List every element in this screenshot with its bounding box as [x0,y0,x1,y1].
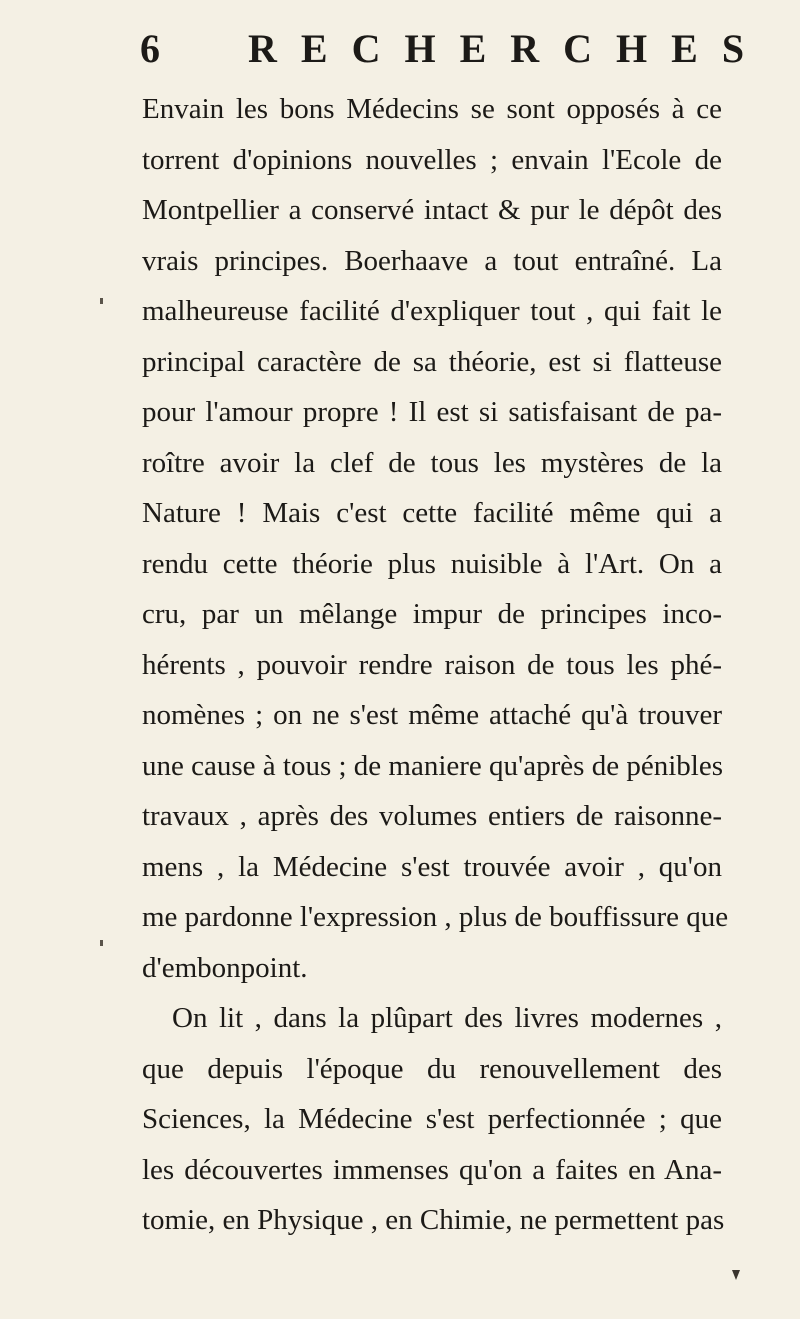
text-line: me pardonne l'expression , plus de bouffissure que [142,901,729,933]
margin-mark [100,940,103,946]
page-number: 6 [140,26,160,71]
text-line: mens , la Médecine s'est trouvée avoir , qu'on [142,850,722,883]
text-line: Sciences, la Médecine s'est perfectionnée ; que [142,1103,722,1135]
printer-mark [732,1270,740,1280]
body-text [142,84,729,1246]
running-title: RECHERCHES [248,26,769,71]
text-line: hérents , pouvoir rendre raison de tous les phé- [142,648,722,681]
text-line: Nature ! Mais c'est cette facilité même qui a [142,497,722,529]
text-line: travaux , après des volumes entiers de raisonne- [142,800,722,832]
text-line: rendu cette théorie plus nuisible à l'Art. On a [142,547,722,580]
text-line: nomènes ; on ne s'est même attaché qu'à trouver [142,699,722,731]
margin-mark [100,298,103,304]
text-line: que depuis l'époque du renouvellement des [142,1052,722,1085]
text-line: cru, par un mêlange impur de principes inco- [142,598,722,630]
text-line: une cause à tous ; de maniere qu'après de pénibles [142,749,723,782]
text-line: torrent d'opinions nouvelles ; envain l'Ecole de [142,143,722,176]
text-line: roître avoir la clef de tous les mystères de la [142,446,722,479]
text-line: Montpellier a conservé intact & pur le dépôt des [142,194,722,226]
text-line: d'embonpoint. [142,951,308,984]
text-line: On lit , dans la plûpart des livres modernes , [172,1002,722,1034]
text-line: malheureuse facilité d'expliquer tout , qui fait le [142,295,722,327]
text-line: les découvertes immenses qu'on a faites en Ana- [142,1153,722,1186]
text-line: Envain les bons Médecins se sont opposés à ce [142,93,722,125]
text-line: principal caractère de sa théorie, est si flatteuse [142,345,722,378]
running-head [140,24,769,74]
text-line: pour l'amour propre ! Il est si satisfaisant de pa- [142,396,722,428]
text-line: tomie, en Physique , en Chimie, ne permettent pas [142,1204,725,1236]
text-line: vrais principes. Boerhaave a tout entraîné. La [142,244,722,277]
